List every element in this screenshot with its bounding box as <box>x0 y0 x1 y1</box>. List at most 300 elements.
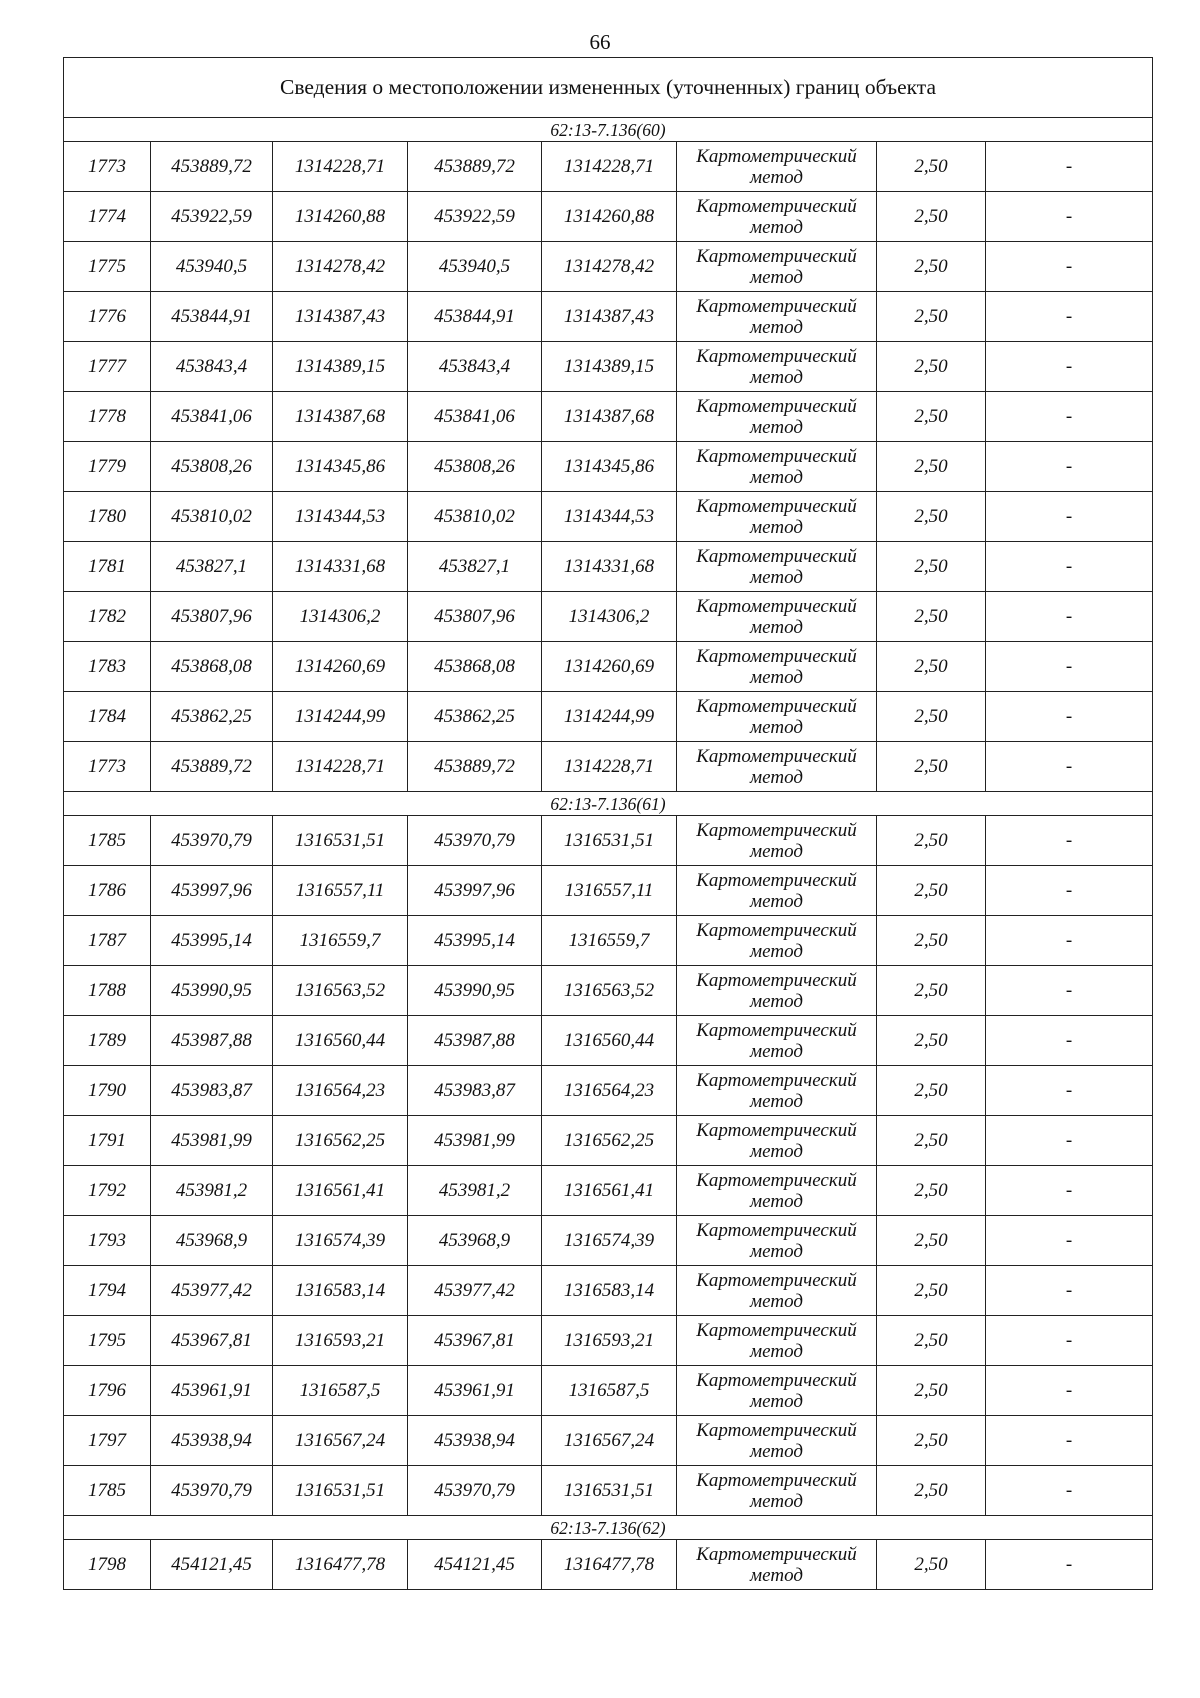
y-new-cell: 1316560,44 <box>542 1016 677 1066</box>
method-line-2: метод <box>750 1040 803 1062</box>
x-new-cell: 453968,9 <box>408 1216 542 1266</box>
method-line-2: метод <box>750 266 803 288</box>
accuracy-cell: 2,50 <box>877 442 986 492</box>
table-row <box>64 1466 1153 1516</box>
x-old-cell: 453868,08 <box>151 642 273 692</box>
y-new-cell: 1316557,11 <box>542 866 677 916</box>
point-number-cell: 1777 <box>64 342 151 392</box>
method-cell <box>677 442 877 492</box>
method-cell <box>677 1166 877 1216</box>
table-row <box>64 1416 1153 1466</box>
method-cell <box>677 1540 877 1590</box>
method-cell <box>677 1366 877 1416</box>
method-line-1: Картометрический <box>696 445 857 467</box>
table-row <box>64 142 1153 192</box>
x-old-cell: 453997,96 <box>151 866 273 916</box>
y-new-cell: 1314344,53 <box>542 492 677 542</box>
y-new-cell: 1316564,23 <box>542 1066 677 1116</box>
point-number-cell: 1789 <box>64 1016 151 1066</box>
method-line-1: Картометрический <box>696 495 857 517</box>
method-cell <box>677 542 877 592</box>
method-line-1: Картометрический <box>696 345 857 367</box>
x-old-cell: 453807,96 <box>151 592 273 642</box>
table-row <box>64 866 1153 916</box>
x-new-cell: 453995,14 <box>408 916 542 966</box>
method-line-1: Картометрический <box>696 969 857 991</box>
point-number-cell: 1796 <box>64 1366 151 1416</box>
table-row <box>64 1166 1153 1216</box>
method-cell <box>677 1116 877 1166</box>
y-new-cell: 1316561,41 <box>542 1166 677 1216</box>
point-number-cell: 1785 <box>64 1466 151 1516</box>
method-cell <box>677 242 877 292</box>
accuracy-cell: 2,50 <box>877 142 986 192</box>
table-row <box>64 342 1153 392</box>
accuracy-cell: 2,50 <box>877 492 986 542</box>
y-old-cell: 1316477,78 <box>273 1540 408 1590</box>
accuracy-cell: 2,50 <box>877 742 986 792</box>
method-line-2: метод <box>750 366 803 388</box>
x-old-cell: 453970,79 <box>151 1466 273 1516</box>
method-line-1: Картометрический <box>696 145 857 167</box>
x-new-cell: 453983,87 <box>408 1066 542 1116</box>
x-new-cell: 453889,72 <box>408 142 542 192</box>
y-new-cell: 1314260,69 <box>542 642 677 692</box>
method-line-2: метод <box>750 1090 803 1112</box>
method-cell <box>677 392 877 442</box>
method-cell <box>677 492 877 542</box>
y-new-cell: 1314387,43 <box>542 292 677 342</box>
x-new-cell: 453997,96 <box>408 866 542 916</box>
accuracy-cell: 2,50 <box>877 1066 986 1116</box>
accuracy-cell: 2,50 <box>877 1166 986 1216</box>
description-cell: - <box>986 1116 1153 1166</box>
y-new-cell: 1316531,51 <box>542 816 677 866</box>
section-header-row <box>64 118 1153 142</box>
description-cell: - <box>986 292 1153 342</box>
x-new-cell: 453810,02 <box>408 492 542 542</box>
table-row <box>64 1540 1153 1590</box>
x-old-cell: 453889,72 <box>151 742 273 792</box>
accuracy-cell: 2,50 <box>877 1266 986 1316</box>
x-new-cell: 453807,96 <box>408 592 542 642</box>
description-cell: - <box>986 1540 1153 1590</box>
x-new-cell: 453977,42 <box>408 1266 542 1316</box>
method-line-1: Картометрический <box>696 1543 857 1565</box>
description-cell: - <box>986 342 1153 392</box>
table-row <box>64 1066 1153 1116</box>
point-number-cell: 1788 <box>64 966 151 1016</box>
x-old-cell: 453808,26 <box>151 442 273 492</box>
description-cell: - <box>986 592 1153 642</box>
point-number-cell: 1776 <box>64 292 151 342</box>
accuracy-cell: 2,50 <box>877 192 986 242</box>
description-cell: - <box>986 966 1153 1016</box>
point-number-cell: 1781 <box>64 542 151 592</box>
method-line-1: Картометрический <box>696 869 857 891</box>
x-new-cell: 453827,1 <box>408 542 542 592</box>
x-new-cell: 453981,2 <box>408 1166 542 1216</box>
y-old-cell: 1316564,23 <box>273 1066 408 1116</box>
accuracy-cell: 2,50 <box>877 1116 986 1166</box>
x-old-cell: 453967,81 <box>151 1316 273 1366</box>
y-old-cell: 1314344,53 <box>273 492 408 542</box>
x-new-cell: 453987,88 <box>408 1016 542 1066</box>
point-number-cell: 1780 <box>64 492 151 542</box>
y-old-cell: 1314345,86 <box>273 442 408 492</box>
method-cell <box>677 592 877 642</box>
y-new-cell: 1314345,86 <box>542 442 677 492</box>
method-line-1: Картометрический <box>696 395 857 417</box>
method-cell <box>677 1016 877 1066</box>
description-cell: - <box>986 642 1153 692</box>
y-old-cell: 1314389,15 <box>273 342 408 392</box>
method-line-1: Картометрический <box>696 245 857 267</box>
method-line-2: метод <box>750 890 803 912</box>
x-old-cell: 453810,02 <box>151 492 273 542</box>
x-new-cell: 453862,25 <box>408 692 542 742</box>
description-cell: - <box>986 392 1153 442</box>
description-cell: - <box>986 192 1153 242</box>
section-label: 62:13-7.136(62) <box>64 1516 1153 1540</box>
y-new-cell: 1316563,52 <box>542 966 677 1016</box>
accuracy-cell: 2,50 <box>877 292 986 342</box>
method-line-2: метод <box>750 1190 803 1212</box>
method-cell <box>677 692 877 742</box>
x-new-cell: 453967,81 <box>408 1316 542 1366</box>
method-line-2: метод <box>750 1440 803 1462</box>
method-cell <box>677 742 877 792</box>
y-new-cell: 1314387,68 <box>542 392 677 442</box>
x-new-cell: 453843,4 <box>408 342 542 392</box>
point-number-cell: 1791 <box>64 1116 151 1166</box>
table-row <box>64 592 1153 642</box>
method-line-1: Картометрический <box>696 1469 857 1491</box>
method-line-1: Картометрический <box>696 1269 857 1291</box>
x-old-cell: 453938,94 <box>151 1416 273 1466</box>
point-number-cell: 1774 <box>64 192 151 242</box>
method-line-1: Картометрический <box>696 1119 857 1141</box>
x-old-cell: 453889,72 <box>151 142 273 192</box>
x-new-cell: 453970,79 <box>408 1466 542 1516</box>
x-new-cell: 453889,72 <box>408 742 542 792</box>
x-new-cell: 453844,91 <box>408 292 542 342</box>
x-old-cell: 453844,91 <box>151 292 273 342</box>
method-cell <box>677 142 877 192</box>
x-new-cell: 453938,94 <box>408 1416 542 1466</box>
description-cell: - <box>986 1066 1153 1116</box>
y-new-cell: 1316477,78 <box>542 1540 677 1590</box>
method-line-1: Картометрический <box>696 1219 857 1241</box>
y-old-cell: 1314228,71 <box>273 142 408 192</box>
y-new-cell: 1316574,39 <box>542 1216 677 1266</box>
point-number-cell: 1787 <box>64 916 151 966</box>
accuracy-cell: 2,50 <box>877 816 986 866</box>
description-cell: - <box>986 866 1153 916</box>
method-cell <box>677 1066 877 1116</box>
accuracy-cell: 2,50 <box>877 866 986 916</box>
y-new-cell: 1314244,99 <box>542 692 677 742</box>
description-cell: - <box>986 916 1153 966</box>
accuracy-cell: 2,50 <box>877 1366 986 1416</box>
description-cell: - <box>986 742 1153 792</box>
table-row <box>64 916 1153 966</box>
table-row <box>64 966 1153 1016</box>
y-old-cell: 1314260,88 <box>273 192 408 242</box>
table-row <box>64 292 1153 342</box>
method-line-2: метод <box>750 1240 803 1262</box>
point-number-cell: 1782 <box>64 592 151 642</box>
method-line-2: метод <box>750 316 803 338</box>
y-new-cell: 1314260,88 <box>542 192 677 242</box>
method-line-1: Картометрический <box>696 1169 857 1191</box>
table-title: Сведения о местоположении измененных (уточненных) границ объекта <box>64 58 1153 118</box>
table-row <box>64 692 1153 742</box>
description-cell: - <box>986 1266 1153 1316</box>
table-title-row <box>64 58 1153 118</box>
x-new-cell: 453922,59 <box>408 192 542 242</box>
x-new-cell: 453981,99 <box>408 1116 542 1166</box>
method-line-2: метод <box>750 990 803 1012</box>
x-new-cell: 453970,79 <box>408 816 542 866</box>
y-new-cell: 1314228,71 <box>542 742 677 792</box>
description-cell: - <box>986 1166 1153 1216</box>
method-cell <box>677 342 877 392</box>
y-old-cell: 1314387,68 <box>273 392 408 442</box>
y-new-cell: 1316567,24 <box>542 1416 677 1466</box>
accuracy-cell: 2,50 <box>877 1466 986 1516</box>
x-new-cell: 454121,45 <box>408 1540 542 1590</box>
description-cell: - <box>986 1016 1153 1066</box>
point-number-cell: 1795 <box>64 1316 151 1366</box>
y-new-cell: 1314389,15 <box>542 342 677 392</box>
table-row <box>64 192 1153 242</box>
x-old-cell: 453987,88 <box>151 1016 273 1066</box>
method-line-2: метод <box>750 566 803 588</box>
x-old-cell: 453968,9 <box>151 1216 273 1266</box>
method-line-2: метод <box>750 1390 803 1412</box>
x-old-cell: 453940,5 <box>151 242 273 292</box>
x-new-cell: 453990,95 <box>408 966 542 1016</box>
table-row <box>64 1216 1153 1266</box>
accuracy-cell: 2,50 <box>877 542 986 592</box>
accuracy-cell: 2,50 <box>877 1416 986 1466</box>
method-line-2: метод <box>750 1340 803 1362</box>
accuracy-cell: 2,50 <box>877 592 986 642</box>
method-cell <box>677 1316 877 1366</box>
point-number-cell: 1773 <box>64 742 151 792</box>
accuracy-cell: 2,50 <box>877 1016 986 1066</box>
y-new-cell: 1316587,5 <box>542 1366 677 1416</box>
table-row <box>64 1016 1153 1066</box>
method-cell <box>677 866 877 916</box>
table-row <box>64 1116 1153 1166</box>
x-old-cell: 453862,25 <box>151 692 273 742</box>
x-old-cell: 453977,42 <box>151 1266 273 1316</box>
point-number-cell: 1784 <box>64 692 151 742</box>
method-line-1: Картометрический <box>696 1069 857 1091</box>
x-old-cell: 453995,14 <box>151 916 273 966</box>
method-cell <box>677 816 877 866</box>
accuracy-cell: 2,50 <box>877 392 986 442</box>
table-row <box>64 492 1153 542</box>
y-old-cell: 1316557,11 <box>273 866 408 916</box>
section-label: 62:13-7.136(60) <box>64 118 1153 142</box>
method-line-2: метод <box>750 616 803 638</box>
x-old-cell: 453841,06 <box>151 392 273 442</box>
y-old-cell: 1316560,44 <box>273 1016 408 1066</box>
point-number-cell: 1779 <box>64 442 151 492</box>
y-new-cell: 1314278,42 <box>542 242 677 292</box>
description-cell: - <box>986 1416 1153 1466</box>
method-cell <box>677 916 877 966</box>
method-cell <box>677 1266 877 1316</box>
x-old-cell: 453970,79 <box>151 816 273 866</box>
description-cell: - <box>986 1466 1153 1516</box>
method-line-2: метод <box>750 466 803 488</box>
table-row <box>64 1266 1153 1316</box>
method-cell <box>677 292 877 342</box>
table-row <box>64 1316 1153 1366</box>
method-cell <box>677 192 877 242</box>
method-line-1: Картометрический <box>696 1019 857 1041</box>
y-old-cell: 1316531,51 <box>273 816 408 866</box>
method-line-2: метод <box>750 1290 803 1312</box>
method-line-1: Картометрический <box>696 745 857 767</box>
method-line-2: метод <box>750 840 803 862</box>
method-cell <box>677 1416 877 1466</box>
point-number-cell: 1798 <box>64 1540 151 1590</box>
point-number-cell: 1786 <box>64 866 151 916</box>
method-cell <box>677 1466 877 1516</box>
description-cell: - <box>986 142 1153 192</box>
x-new-cell: 453868,08 <box>408 642 542 692</box>
description-cell: - <box>986 1316 1153 1366</box>
x-old-cell: 453981,2 <box>151 1166 273 1216</box>
y-old-cell: 1314228,71 <box>273 742 408 792</box>
method-line-2: метод <box>750 666 803 688</box>
y-old-cell: 1316587,5 <box>273 1366 408 1416</box>
point-number-cell: 1778 <box>64 392 151 442</box>
accuracy-cell: 2,50 <box>877 966 986 1016</box>
method-cell <box>677 966 877 1016</box>
method-line-2: метод <box>750 716 803 738</box>
accuracy-cell: 2,50 <box>877 1316 986 1366</box>
x-old-cell: 453961,91 <box>151 1366 273 1416</box>
x-new-cell: 453808,26 <box>408 442 542 492</box>
method-line-2: метод <box>750 1564 803 1586</box>
point-number-cell: 1785 <box>64 816 151 866</box>
y-old-cell: 1314331,68 <box>273 542 408 592</box>
y-old-cell: 1316563,52 <box>273 966 408 1016</box>
method-line-1: Картометрический <box>696 919 857 941</box>
table-row <box>64 542 1153 592</box>
description-cell: - <box>986 816 1153 866</box>
table-row <box>64 442 1153 492</box>
table-row <box>64 242 1153 292</box>
y-new-cell: 1314228,71 <box>542 142 677 192</box>
point-number-cell: 1792 <box>64 1166 151 1216</box>
accuracy-cell: 2,50 <box>877 642 986 692</box>
description-cell: - <box>986 442 1153 492</box>
section-label: 62:13-7.136(61) <box>64 792 1153 816</box>
table-row <box>64 1366 1153 1416</box>
point-number-cell: 1797 <box>64 1416 151 1466</box>
x-old-cell: 453983,87 <box>151 1066 273 1116</box>
description-cell: - <box>986 692 1153 742</box>
method-line-1: Картометрический <box>696 1319 857 1341</box>
method-line-2: метод <box>750 166 803 188</box>
y-old-cell: 1316593,21 <box>273 1316 408 1366</box>
x-old-cell: 453843,4 <box>151 342 273 392</box>
boundary-table <box>63 57 1153 1590</box>
accuracy-cell: 2,50 <box>877 342 986 392</box>
method-line-1: Картометрический <box>696 1369 857 1391</box>
accuracy-cell: 2,50 <box>877 1540 986 1590</box>
point-number-cell: 1794 <box>64 1266 151 1316</box>
y-old-cell: 1316574,39 <box>273 1216 408 1266</box>
table-body <box>64 58 1153 1590</box>
page-number: 66 <box>589 30 611 54</box>
description-cell: - <box>986 242 1153 292</box>
accuracy-cell: 2,50 <box>877 692 986 742</box>
y-old-cell: 1314260,69 <box>273 642 408 692</box>
y-old-cell: 1316562,25 <box>273 1116 408 1166</box>
y-new-cell: 1316593,21 <box>542 1316 677 1366</box>
point-number-cell: 1790 <box>64 1066 151 1116</box>
method-line-2: метод <box>750 416 803 438</box>
method-line-1: Картометрический <box>696 1419 857 1441</box>
y-new-cell: 1316531,51 <box>542 1466 677 1516</box>
x-new-cell: 453841,06 <box>408 392 542 442</box>
description-cell: - <box>986 1366 1153 1416</box>
y-new-cell: 1316559,7 <box>542 916 677 966</box>
y-old-cell: 1316561,41 <box>273 1166 408 1216</box>
table-row <box>64 816 1153 866</box>
point-number-cell: 1783 <box>64 642 151 692</box>
point-number-cell: 1775 <box>64 242 151 292</box>
y-new-cell: 1314306,2 <box>542 592 677 642</box>
x-old-cell: 454121,45 <box>151 1540 273 1590</box>
point-number-cell: 1793 <box>64 1216 151 1266</box>
section-header-row <box>64 792 1153 816</box>
x-new-cell: 453940,5 <box>408 242 542 292</box>
y-new-cell: 1316562,25 <box>542 1116 677 1166</box>
method-line-1: Картометрический <box>696 695 857 717</box>
table-row <box>64 642 1153 692</box>
method-line-1: Картометрический <box>696 295 857 317</box>
accuracy-cell: 2,50 <box>877 1216 986 1266</box>
x-old-cell: 453990,95 <box>151 966 273 1016</box>
method-line-2: метод <box>750 1140 803 1162</box>
x-old-cell: 453981,99 <box>151 1116 273 1166</box>
y-old-cell: 1316531,51 <box>273 1466 408 1516</box>
y-old-cell: 1314306,2 <box>273 592 408 642</box>
method-cell <box>677 642 877 692</box>
table-row <box>64 742 1153 792</box>
point-number-cell: 1773 <box>64 142 151 192</box>
method-cell <box>677 1216 877 1266</box>
x-old-cell: 453827,1 <box>151 542 273 592</box>
method-line-1: Картометрический <box>696 819 857 841</box>
method-line-2: метод <box>750 766 803 788</box>
section-header-row <box>64 1516 1153 1540</box>
method-line-1: Картометрический <box>696 645 857 667</box>
x-new-cell: 453961,91 <box>408 1366 542 1416</box>
method-line-1: Картометрический <box>696 545 857 567</box>
description-cell: - <box>986 492 1153 542</box>
y-new-cell: 1316583,14 <box>542 1266 677 1316</box>
